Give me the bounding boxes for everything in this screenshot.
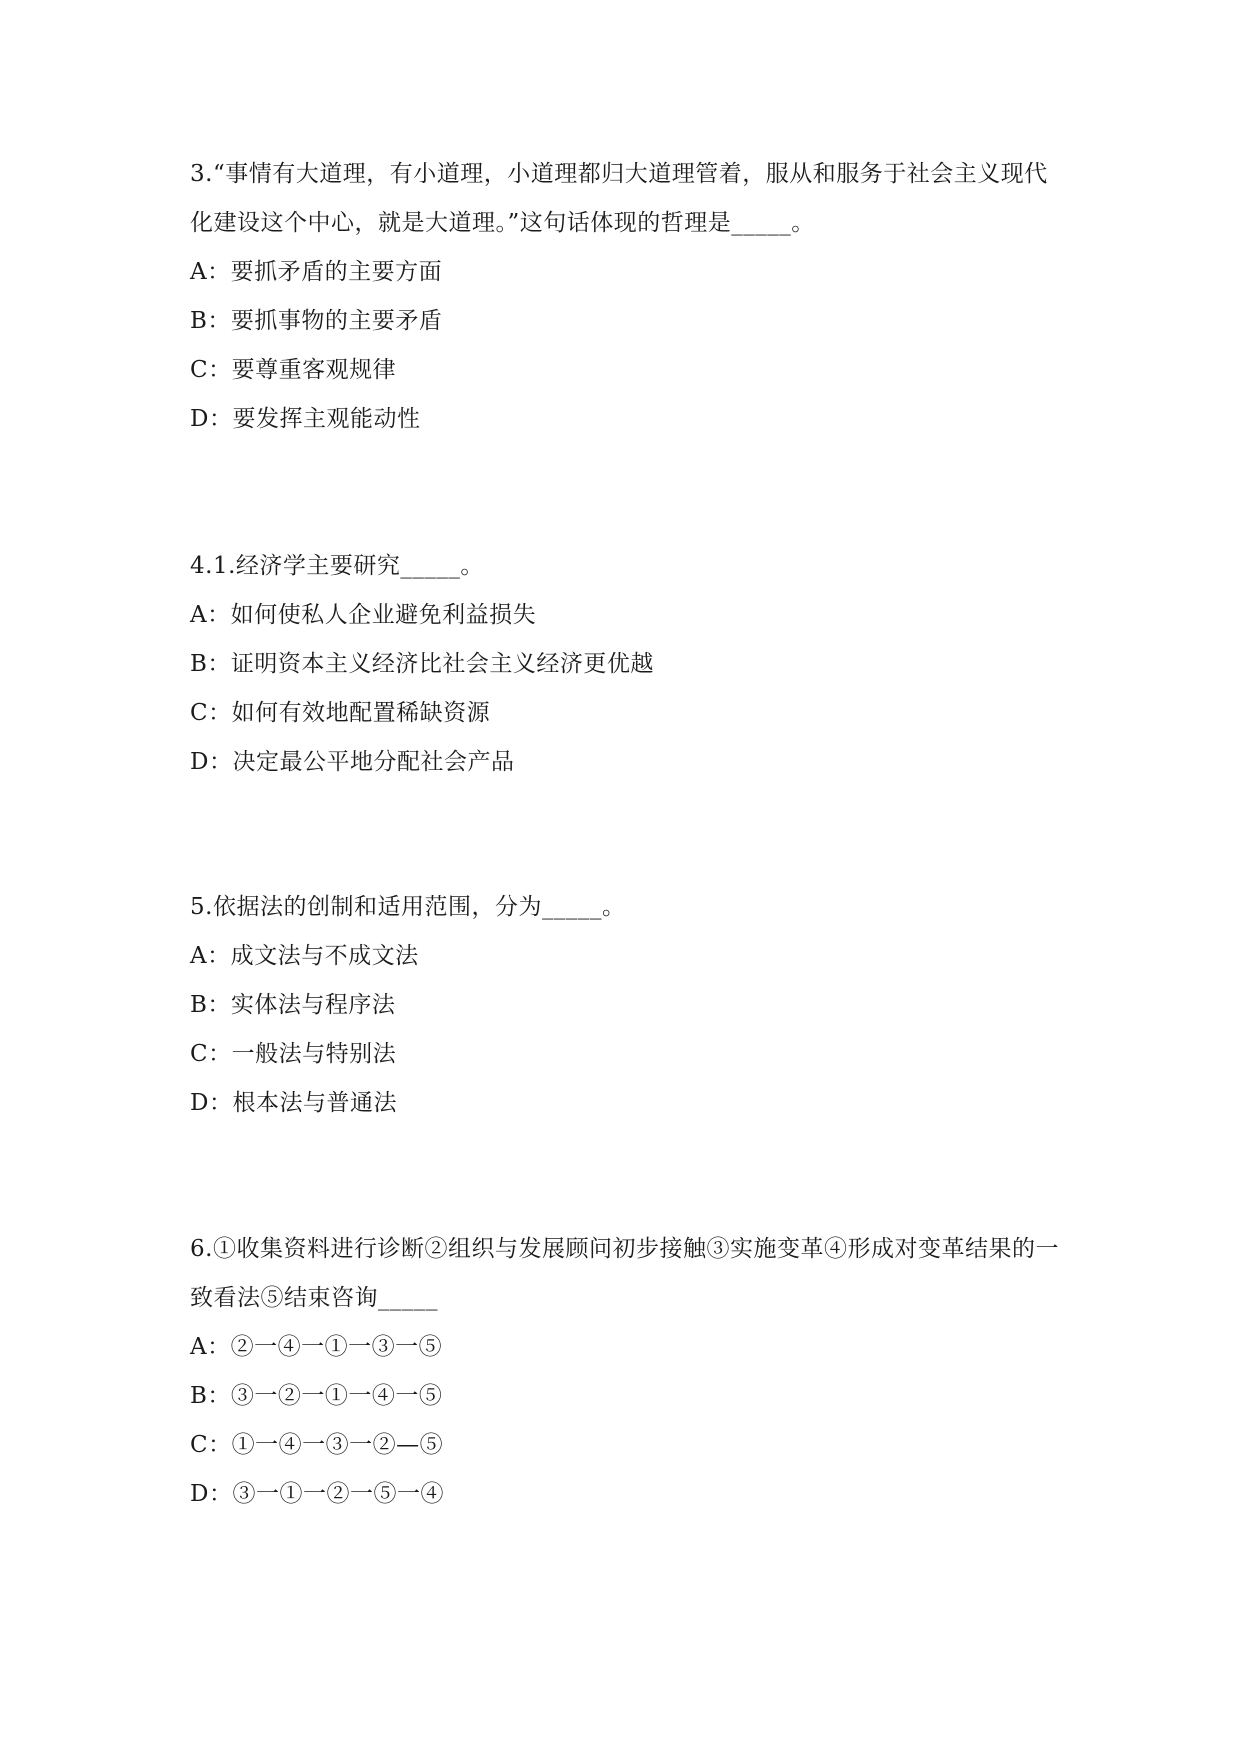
option-a: A：要抓矛盾的主要方面	[190, 259, 443, 285]
option-b: B：实体法与程序法	[190, 992, 396, 1018]
option-b: B：③一②一①一④一⑤	[190, 1383, 443, 1409]
option-c: C：一般法与特别法	[190, 1041, 397, 1067]
option-b: B：证明资本主义经济比社会主义经济更优越	[190, 651, 654, 677]
option-d: D：③一①一②一⑤一④	[190, 1481, 444, 1507]
option-a: A：②一④一①一③一⑤	[190, 1334, 443, 1360]
question-5	[190, 883, 1070, 1128]
question-stem: 3.“事情有大道理，有小道理，小道理都归大道理管着，服从和服务于社会主义现代化建设这个中心，就是大道理。”这句话体现的哲理是_____。	[190, 161, 1048, 236]
question-stem: 6.①收集资料进行诊断②组织与发展顾问初步接触③实施变革④形成对变革结果的一致看法⑤结束咨询_____	[190, 1236, 1059, 1311]
question-stem: 5.依据法的创制和适用范围，分为_____。	[190, 894, 626, 920]
option-a: A：如何使私人企业避免利益损失	[190, 602, 537, 628]
option-d: D：根本法与普通法	[190, 1090, 397, 1116]
option-c: C：要尊重客观规律	[190, 357, 397, 383]
question-4	[190, 542, 1070, 787]
option-c: C：如何有效地配置稀缺资源	[190, 700, 491, 726]
option-d: D：要发挥主观能动性	[190, 406, 421, 432]
question-stem: 4.1.经济学主要研究_____。	[190, 553, 484, 579]
question-6	[190, 1225, 1070, 1519]
option-a: A：成文法与不成文法	[190, 943, 419, 969]
option-c: C：①一④一③一②—⑤	[190, 1432, 444, 1458]
option-d: D：决定最公平地分配社会产品	[190, 749, 515, 775]
option-b: B：要抓事物的主要矛盾	[190, 308, 443, 334]
question-3	[190, 150, 1070, 444]
